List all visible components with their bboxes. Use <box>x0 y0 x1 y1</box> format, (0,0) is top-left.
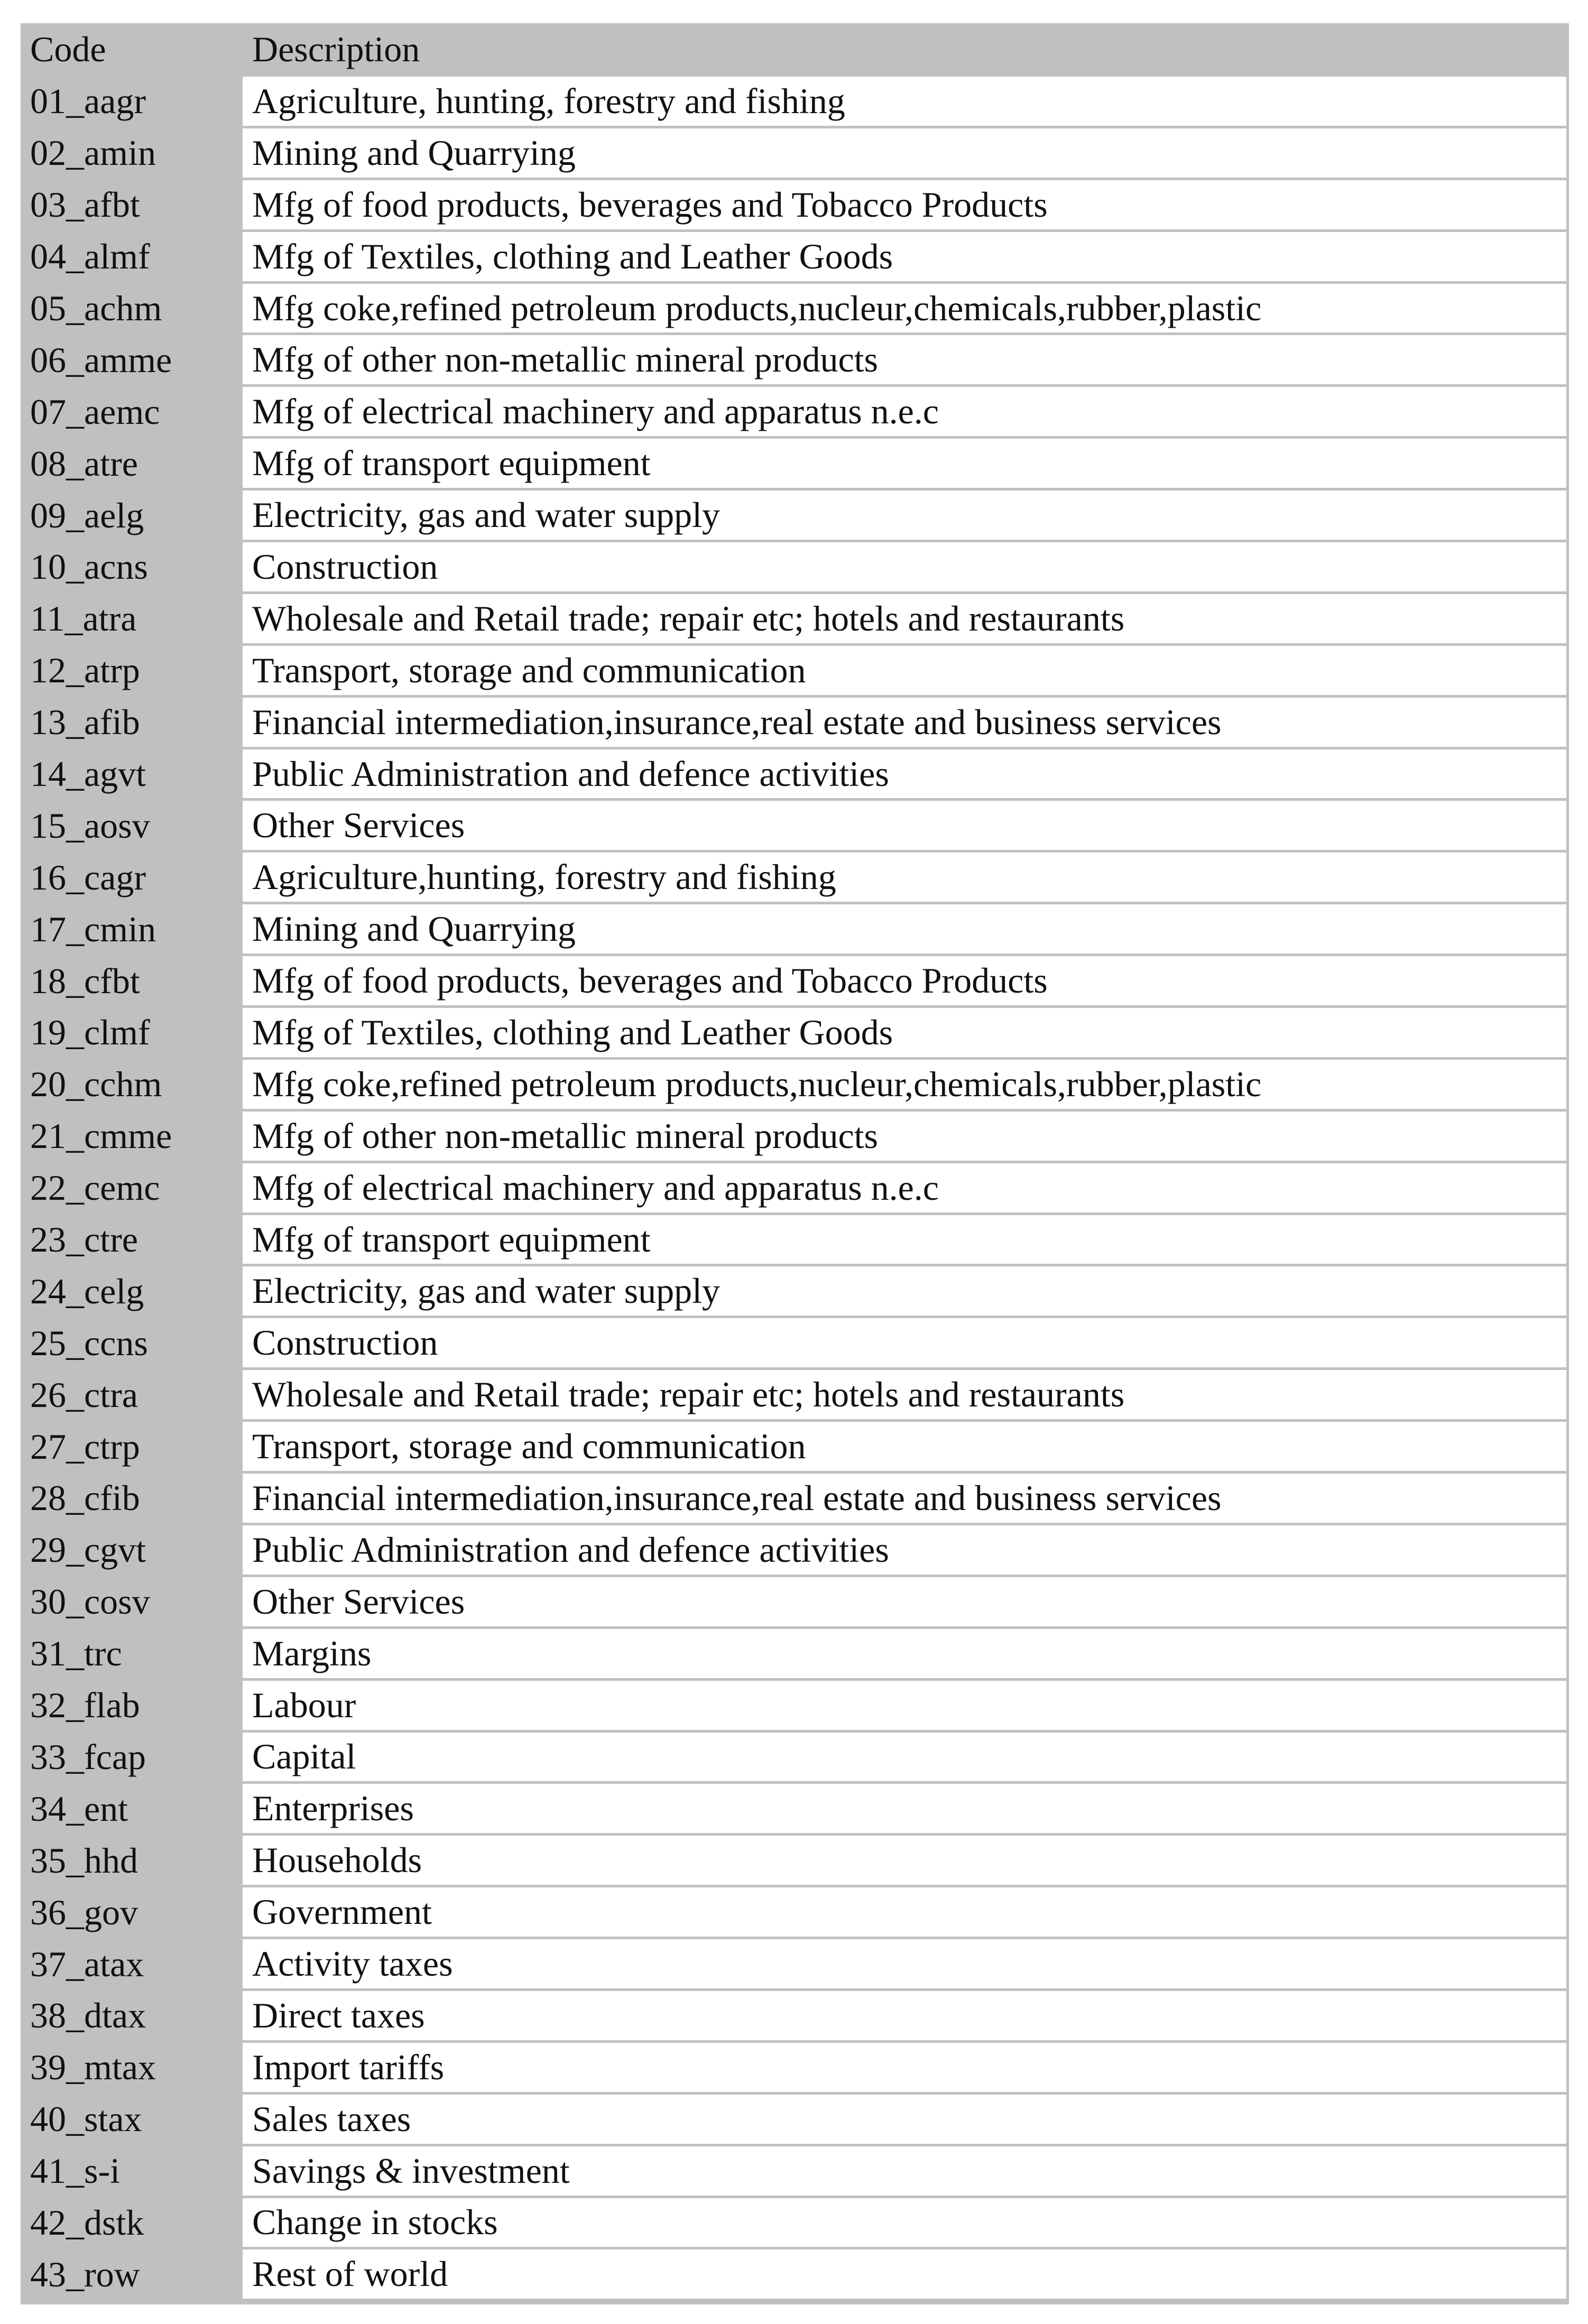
code-cell: 06_amme <box>21 334 240 386</box>
table-row <box>21 1421 1569 1473</box>
table-row <box>21 1835 1569 1886</box>
description-cell: Agriculture, hunting, forestry and fishing <box>240 76 1569 127</box>
description-cell: Mfg of electrical machinery and apparatus n.e.c <box>240 386 1569 438</box>
code-cell: 23_ctre <box>21 1214 240 1266</box>
table-row <box>21 76 1569 127</box>
description-cell: Margins <box>240 1628 1569 1680</box>
code-cell: 24_celg <box>21 1265 240 1317</box>
description-cell: Direct taxes <box>240 1990 1569 2042</box>
table-bottom-edge <box>21 2300 1569 2304</box>
code-cell: 05_achm <box>21 283 240 335</box>
table-row <box>21 334 1569 386</box>
description-cell: Mfg of other non-metallic mineral products <box>240 1110 1569 1162</box>
table-row <box>21 386 1569 438</box>
description-cell: Mfg of electrical machinery and apparatus n.e.c <box>240 1162 1569 1214</box>
code-cell: 10_acns <box>21 541 240 593</box>
code-cell: 04_almf <box>21 231 240 283</box>
table-row <box>21 593 1569 645</box>
code-cell: 31_trc <box>21 1628 240 1680</box>
table-row <box>21 800 1569 851</box>
description-cell: Savings & investment <box>240 2145 1569 2197</box>
table-row <box>21 1214 1569 1266</box>
description-cell: Electricity, gas and water supply <box>240 489 1569 541</box>
table-row <box>21 955 1569 1007</box>
description-cell: Mfg of other non-metallic mineral products <box>240 334 1569 386</box>
description-cell: Enterprises <box>240 1783 1569 1835</box>
code-cell: 34_ent <box>21 1783 240 1835</box>
code-cell: 25_ccns <box>21 1317 240 1369</box>
description-cell: Electricity, gas and water supply <box>240 1265 1569 1317</box>
code-cell: 30_cosv <box>21 1576 240 1628</box>
code-cell: 35_hhd <box>21 1835 240 1886</box>
table-row <box>21 1265 1569 1317</box>
code-cell: 19_clmf <box>21 1007 240 1059</box>
table-row <box>21 489 1569 541</box>
code-cell: 02_amin <box>21 127 240 179</box>
column-header-description: Description <box>240 23 1569 76</box>
table-row <box>21 1732 1569 1783</box>
code-cell: 15_aosv <box>21 800 240 851</box>
account-codes-table <box>21 23 1569 2304</box>
code-cell: 26_ctra <box>21 1369 240 1421</box>
code-cell: 03_afbt <box>21 179 240 231</box>
table-row <box>21 1059 1569 1110</box>
table-row <box>21 231 1569 283</box>
code-cell: 43_row <box>21 2248 240 2300</box>
code-cell: 16_cagr <box>21 851 240 903</box>
description-cell: Mining and Quarrying <box>240 903 1569 955</box>
code-cell: 37_atax <box>21 1938 240 1990</box>
description-cell: Labour <box>240 1680 1569 1732</box>
code-cell: 09_aelg <box>21 489 240 541</box>
code-cell: 08_atre <box>21 438 240 489</box>
code-cell: 28_cfib <box>21 1473 240 1524</box>
description-cell: Construction <box>240 541 1569 593</box>
code-cell: 41_s-i <box>21 2145 240 2197</box>
description-cell: Households <box>240 1835 1569 1886</box>
description-cell: Financial intermediation,insurance,real estate and business services <box>240 1473 1569 1524</box>
description-cell: Wholesale and Retail trade; repair etc; hotels and restaurants <box>240 1369 1569 1421</box>
code-cell: 12_atrp <box>21 645 240 697</box>
table-row <box>21 1007 1569 1059</box>
description-cell: Sales taxes <box>240 2094 1569 2145</box>
description-cell: Change in stocks <box>240 2197 1569 2249</box>
description-cell: Mining and Quarrying <box>240 127 1569 179</box>
code-cell: 17_cmin <box>21 903 240 955</box>
code-cell: 39_mtax <box>21 2042 240 2094</box>
code-cell: 22_cemc <box>21 1162 240 1214</box>
table-row <box>21 2197 1569 2249</box>
table-row <box>21 697 1569 748</box>
table-header-row <box>21 23 1569 76</box>
code-cell: 18_cfbt <box>21 955 240 1007</box>
table-row <box>21 851 1569 903</box>
code-cell: 36_gov <box>21 1886 240 1938</box>
table-row <box>21 1783 1569 1835</box>
description-cell: Activity taxes <box>240 1938 1569 1990</box>
table-row <box>21 283 1569 335</box>
description-cell: Mfg of transport equipment <box>240 1214 1569 1266</box>
code-cell: 07_aemc <box>21 386 240 438</box>
description-cell: Public Administration and defence activities <box>240 748 1569 800</box>
description-cell: Mfg of Textiles, clothing and Leather Goods <box>240 231 1569 283</box>
table-row <box>21 1473 1569 1524</box>
table-row <box>21 1162 1569 1214</box>
table-row <box>21 1317 1569 1369</box>
description-cell: Import tariffs <box>240 2042 1569 2094</box>
table-body <box>21 76 1569 2300</box>
table-row <box>21 1628 1569 1680</box>
table-row <box>21 903 1569 955</box>
description-cell: Public Administration and defence activities <box>240 1524 1569 1576</box>
code-cell: 42_dstk <box>21 2197 240 2249</box>
table-row <box>21 2248 1569 2300</box>
table-row <box>21 645 1569 697</box>
code-cell: 21_cmme <box>21 1110 240 1162</box>
table-row <box>21 1680 1569 1732</box>
table-row <box>21 1110 1569 1162</box>
column-header-code: Code <box>21 23 240 76</box>
code-cell: 29_cgvt <box>21 1524 240 1576</box>
table-row <box>21 2094 1569 2145</box>
description-cell: Rest of world <box>240 2248 1569 2300</box>
description-cell: Government <box>240 1886 1569 1938</box>
description-cell: Mfg coke,refined petroleum products,nucleur,chemicals,rubber,plastic <box>240 283 1569 335</box>
table-row <box>21 1990 1569 2042</box>
description-cell: Mfg coke,refined petroleum products,nucleur,chemicals,rubber,plastic <box>240 1059 1569 1110</box>
description-cell: Other Services <box>240 800 1569 851</box>
table-row <box>21 1886 1569 1938</box>
table-row <box>21 748 1569 800</box>
table-row <box>21 2042 1569 2094</box>
code-cell: 40_stax <box>21 2094 240 2145</box>
code-cell: 33_fcap <box>21 1732 240 1783</box>
description-cell: Mfg of food products, beverages and Tobacco Products <box>240 179 1569 231</box>
table-row <box>21 1369 1569 1421</box>
code-cell: 11_atra <box>21 593 240 645</box>
code-cell: 38_dtax <box>21 1990 240 2042</box>
code-cell: 14_agvt <box>21 748 240 800</box>
code-cell: 27_ctrp <box>21 1421 240 1473</box>
description-cell: Mfg of food products, beverages and Tobacco Products <box>240 955 1569 1007</box>
description-cell: Transport, storage and communication <box>240 645 1569 697</box>
code-cell: 01_aagr <box>21 76 240 127</box>
code-cell: 13_afib <box>21 697 240 748</box>
description-cell: Other Services <box>240 1576 1569 1628</box>
code-cell: 32_flab <box>21 1680 240 1732</box>
description-cell: Financial intermediation,insurance,real estate and business services <box>240 697 1569 748</box>
table-row <box>21 179 1569 231</box>
code-cell: 20_cchm <box>21 1059 240 1110</box>
table-row <box>21 541 1569 593</box>
table-row <box>21 1524 1569 1576</box>
table-row <box>21 1576 1569 1628</box>
table-row <box>21 438 1569 489</box>
table-row <box>21 1938 1569 1990</box>
description-cell: Mfg of transport equipment <box>240 438 1569 489</box>
description-cell: Capital <box>240 1732 1569 1783</box>
description-cell: Mfg of Textiles, clothing and Leather Goods <box>240 1007 1569 1059</box>
table-row <box>21 127 1569 179</box>
description-cell: Wholesale and Retail trade; repair etc; hotels and restaurants <box>240 593 1569 645</box>
description-cell: Construction <box>240 1317 1569 1369</box>
description-cell: Agriculture,hunting, forestry and fishing <box>240 851 1569 903</box>
table-row <box>21 2145 1569 2197</box>
description-cell: Transport, storage and communication <box>240 1421 1569 1473</box>
